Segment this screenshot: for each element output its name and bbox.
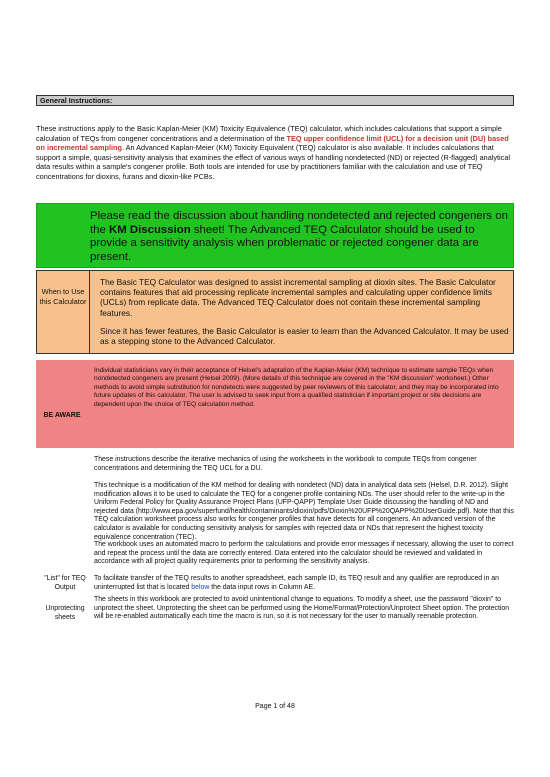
intro-text-1: These instructions apply to the Basic Kaplan-Meier (KM) Toxicity Equivalence (TEQ) calculator, which includes calculations that support a simple calculation of TEQs from congener concentrations and a determination of the — [36, 124, 502, 143]
list-output-text-1: To facilitate transfer of the TEQ results to another spreadsheet, each sample ID, its TEQ result and any qualifier are reproduced in an uninterrupted list that is located — [94, 575, 499, 591]
unprotecting-label: Unprotecting sheets — [45, 605, 85, 621]
be-aware-label: BE AWARE — [43, 412, 81, 419]
list-output-text-2: the data input rows in Column AE. — [209, 583, 316, 591]
instructions-paragraph-3: The workbook uses an automated macro to perform the calculations and provide error messages if necessary, allowing the user to correct and repeat the process until the data are correctly entered. Data entered into the calculator should be reviewed and validated in accordance with all project quality requirements prior to performing the sensitivity analysis. — [94, 541, 514, 566]
instructions-paragraph-2: This technique is a modification of the KM method for dealing with nondetect (ND) data in analytical data sets (Helsel, D.R. 2012). Slight modification allows it to be used to calculate the TEQ for a congener profile containing NDs. The user should refer to the write-up in the Uniform Federal Policy for Quality Assurance Project Plans (UFP-QAPP) Template User Guide discussing the handling of ND and rejected data (http://www.epa.gov/superfund/health/contaminants/dioxin/pdfs/Dioxin%20UFP%20QAPP%20UserGuide.pdf). Note that this TEQ calculation worksheet process also works for congener profiles that have detects for all congeners. An advanced version of the calculator is available for conducting sensitivity analysis for samples with rejected data or NDs that represent the highest toxicity equivalence concentration (TEC). — [94, 482, 514, 541]
list-output-text — [94, 575, 514, 592]
section-header-title: General Instructions: — [40, 96, 113, 105]
intro-highlight: TEQ upper confidence limit (UCL) for a decision unit (DU) based on incremental sampling — [36, 133, 509, 152]
when-to-use-text — [100, 277, 510, 346]
when-to-use-label: When to Use this Calculator — [39, 287, 87, 306]
intro-text-2: . An Advanced Kaplan-Meier (KM) Toxicity Equivalent (TEQ) calculator is also available. It includes calculations that support a simple, quasi-sensitivity analysis that examines the effect of various ways of handling nondetected (ND) or rejected (R-flagged) analytical data results within a sample's congener profile. Both tools are intended for use by practitioners familiar with the calculation and use of TEQ concentrations for dioxins, furans and dioxin-like PCBs. — [36, 143, 510, 181]
when-to-use-para-1: The Basic TEQ Calculator was designed to assist incremental sampling at dioxin sites. The Basic Calculator contains features that aid processing replicate incremental samples and calculating upper confidence limits (UCLs) from replicate data. The Advanced TEQ Calculator does not contain these incremental sampling features. — [100, 277, 496, 318]
section-header — [36, 95, 514, 106]
km-discussion-notice — [36, 203, 514, 268]
page-number: Page 1 of 48 — [255, 703, 295, 710]
list-output-label: "List" for TEQ Output — [44, 575, 86, 591]
when-to-use-para-2: Since it has fewer features, the Basic Calculator is easier to learn than the Advanced Calculator. It may be used as a stepping stone to the Advanced Calculator. — [100, 325, 509, 347]
notice-text-1: Please read the discussion about handling nondetected and rejected congeners on the — [90, 210, 508, 236]
unprotecting-text: The sheets in this workbook are protected to avoid unintentional change to equations. To modify a sheet, use the password "dioxin" to unprotect the sheet. Unprotecting the sheet can be performed using the Home/Format/Protection/Unprotect Sheet option. The protection will be re-enabled automatically each time the macro is run, so it is not necessary for the user to manually reenable protection. — [94, 596, 510, 621]
box-divider — [89, 271, 90, 353]
instructions-paragraph-1: These instructions describe the iterative mechanics of using the worksheets in the workbook to compute TEQs from congener concentrations and determining the TEQ UCL for a DU. — [94, 456, 477, 472]
notice-bold: KM Discussion — [109, 223, 191, 236]
list-output-below: below — [191, 583, 210, 591]
notice-text-2: sheet! The Advanced TEQ Calculator should be used to provide a sensitivity analysis when problematic or rejected congener data are present. — [90, 223, 479, 263]
when-to-use-box — [36, 270, 514, 354]
notice-text — [90, 210, 508, 264]
be-aware-box — [36, 360, 514, 448]
be-aware-text: Individual statisticians vary in their acceptance of Helsel's adaptation of the Kaplan-Meier (KM) technique to estimate sample TEQs when nondetected congeners are present (Helsel 2009). (More details of this technique are covered in the "KM discussion" worksheet.) Other methods to avoid simple substitution for nondetects were suggested by peer reviewers of this calculator, and they may be incorporated into future updates of this calculator. The user is advised to seek input from a qualified statistician if important project or site decisions are dependent upon the choice of TEQ calculation method. — [94, 367, 499, 408]
intro-paragraph — [36, 124, 514, 181]
